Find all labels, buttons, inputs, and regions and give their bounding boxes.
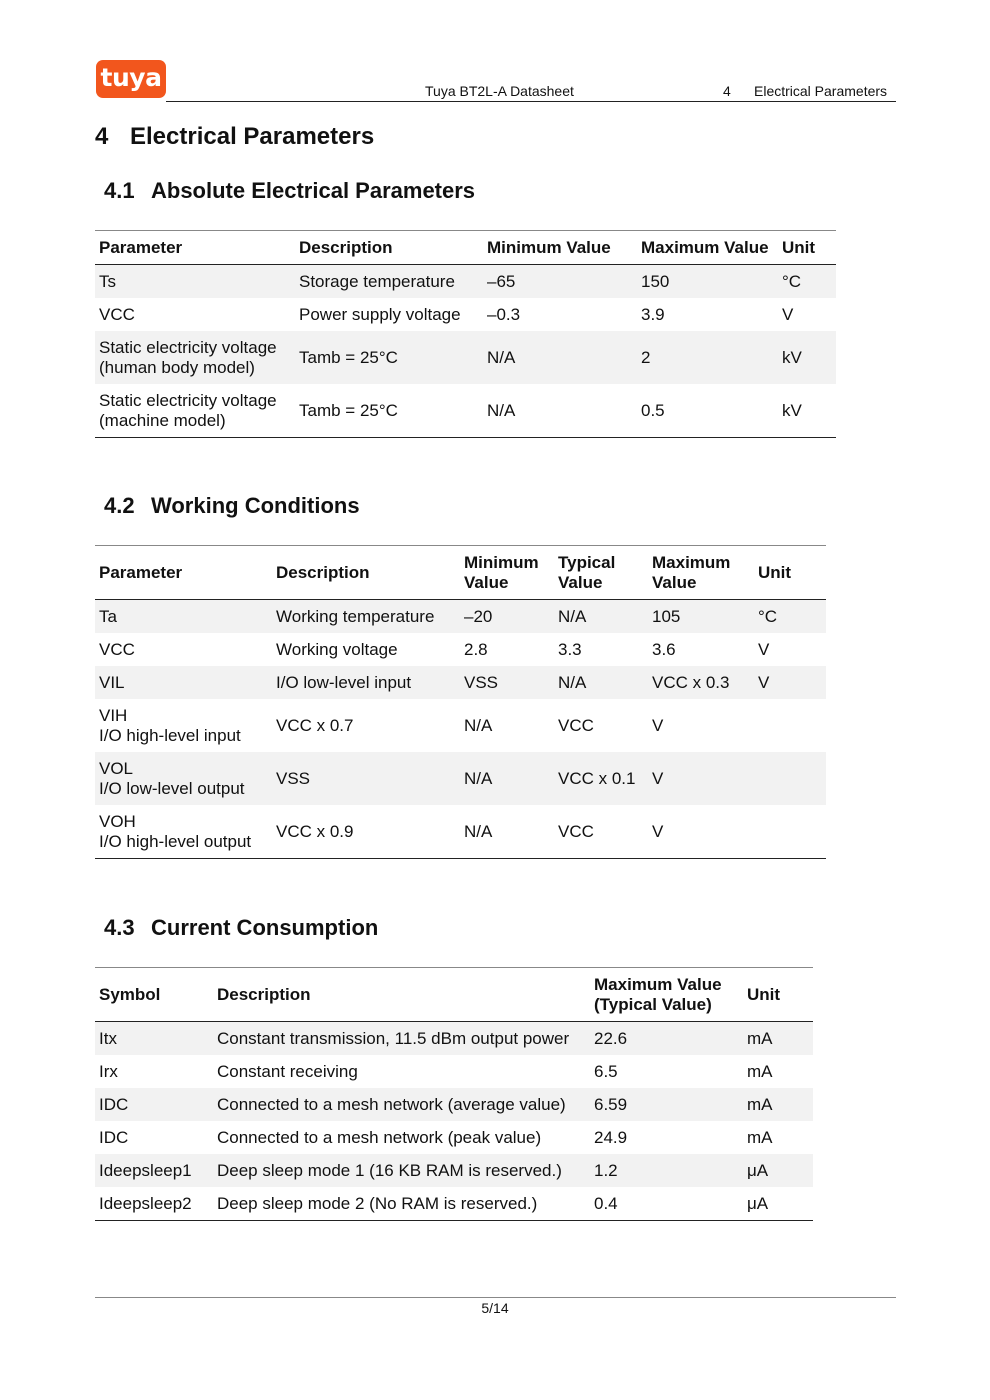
table-cell [754, 805, 826, 859]
column-header [648, 546, 754, 600]
table-cell: VCC [99, 639, 135, 659]
footer-rule [95, 1297, 896, 1298]
table-cell: VIL [95, 666, 272, 699]
table-cell [95, 752, 272, 805]
table-cell [95, 331, 295, 384]
working-conditions-table [95, 545, 826, 859]
table-cell: –65 [483, 265, 637, 299]
column-header: Maximum Value [637, 231, 778, 265]
table-cell: mA [743, 1022, 813, 1056]
table-cell: Ts [95, 265, 295, 299]
column-header: Parameter [95, 546, 272, 600]
column-header: Description [295, 231, 483, 265]
column-header [590, 968, 743, 1022]
table-cell: VCC [99, 304, 135, 324]
table-cell: Itx [95, 1022, 213, 1056]
table-row [95, 384, 836, 438]
header-line: Value [464, 572, 509, 592]
table-cell: mA [747, 1127, 773, 1147]
cell-line: Static electricity voltage [99, 337, 277, 357]
table-cell: Ta [95, 600, 272, 634]
table-cell: N/A [460, 752, 554, 805]
table-cell: Connected to a mesh network (peak value) [217, 1127, 542, 1147]
table-cell: μA [743, 1187, 813, 1221]
table-cell: Constant transmission, 11.5 dBm output power [213, 1022, 590, 1056]
table-cell: mA [747, 1061, 773, 1081]
table-cell: VCC x 0.3 [648, 666, 754, 699]
page-number: 5/14 [481, 1300, 509, 1316]
cell-line: VOL [99, 758, 134, 778]
table-cell: VSS [272, 752, 460, 805]
table-cell: 22.6 [590, 1022, 743, 1056]
table-cell: Working temperature [272, 600, 460, 634]
table-row [95, 265, 836, 299]
table-cell: IDC [99, 1127, 129, 1147]
column-header: Minimum Value [483, 231, 637, 265]
table-cell: N/A [554, 666, 648, 699]
column-header: Unit [743, 968, 813, 1022]
column-header: Description [272, 546, 460, 600]
table-cell: VCC [554, 805, 648, 859]
table-row [95, 1154, 813, 1187]
subsection-number: 4.2 [104, 493, 135, 518]
table-row [95, 1022, 813, 1056]
table-cell: N/A [464, 715, 493, 735]
table-cell: IDC [95, 1088, 213, 1121]
subsection-heading-4-3 [104, 914, 378, 942]
table-cell: N/A [554, 600, 648, 634]
header-line: Maximum Value [594, 974, 722, 994]
table-cell: Ideepsleep1 [95, 1154, 213, 1187]
table-cell: V [782, 304, 794, 324]
table-row [95, 699, 826, 752]
header-line: Typical [558, 552, 616, 572]
table-row [95, 1055, 813, 1088]
section-title: Electrical Parameters [130, 123, 375, 150]
header-doc-title: Tuya BT2L-A Datasheet [425, 83, 574, 99]
table-cell: 3.3 [558, 639, 582, 659]
table-cell: V [648, 805, 754, 859]
header-line: Value [652, 572, 697, 592]
table-cell: μA [743, 1154, 813, 1187]
table-cell: 0.5 [637, 384, 778, 438]
cell-line: (machine model) [99, 410, 226, 430]
column-header: Unit [778, 231, 836, 265]
header-line: Maximum [652, 552, 731, 572]
subsection-number: 4.3 [104, 915, 135, 940]
table-cell: V [754, 666, 826, 699]
cell-line: I/O high-level input [99, 725, 241, 745]
table-row [95, 331, 836, 384]
column-header: Description [213, 968, 590, 1022]
table-cell: Deep sleep mode 1 (16 KB RAM is reserved.) [213, 1154, 590, 1187]
table-cell [95, 699, 272, 752]
table-cell: VCC [558, 715, 594, 735]
table-cell: Tamb = 25°C [295, 384, 483, 438]
table-cell: Constant receiving [217, 1061, 358, 1081]
cell-line: I/O low-level output [99, 778, 245, 798]
subsection-heading-4-2 [104, 492, 360, 520]
table-row [95, 1187, 813, 1221]
table-cell: Power supply voltage [299, 304, 461, 324]
table-cell: 3.9 [641, 304, 665, 324]
table-cell: 24.9 [594, 1127, 628, 1147]
table-cell: °C [778, 265, 836, 299]
table-header-row [95, 968, 813, 1022]
table-cell: VCC x 0.7 [276, 715, 354, 735]
table-row [95, 1121, 813, 1154]
table-cell: Connected to a mesh network (average value) [213, 1088, 590, 1121]
header-line: Minimum [464, 552, 539, 572]
table-row [95, 600, 826, 634]
table-cell: Storage temperature [295, 265, 483, 299]
table-cell: V [758, 639, 770, 659]
table-cell: N/A [460, 805, 554, 859]
table-cell: 3.6 [652, 639, 676, 659]
table-cell: kV [778, 331, 836, 384]
table-row [95, 805, 826, 859]
subsection-title: Absolute Electrical Parameters [151, 178, 476, 203]
current-consumption-table [95, 967, 813, 1221]
table-header-row [95, 546, 826, 600]
table-cell: kV [778, 384, 836, 438]
table-cell: VCC x 0.1 [554, 752, 648, 805]
table-cell: Tamb = 25°C [295, 331, 483, 384]
header-line: (Typical Value) [594, 994, 712, 1014]
table-row [95, 633, 826, 666]
tuya-logo: tuya [96, 60, 166, 98]
column-header [460, 546, 554, 600]
table-row [95, 752, 826, 805]
cell-line: (human body model) [99, 357, 255, 377]
table-cell: °C [754, 600, 826, 634]
cell-line: VIH [99, 705, 128, 725]
header-rule [166, 101, 896, 102]
table-cell: 105 [648, 600, 754, 634]
table-cell [95, 384, 295, 438]
table-row [95, 298, 836, 331]
table-cell: N/A [483, 384, 637, 438]
table-cell: mA [743, 1088, 813, 1121]
table-cell: VCC x 0.9 [272, 805, 460, 859]
absolute-parameters-table [95, 230, 836, 438]
cell-line: I/O high-level output [99, 831, 252, 851]
table-cell: 6.5 [594, 1061, 618, 1081]
table-cell: 6.59 [590, 1088, 743, 1121]
column-header: Unit [754, 546, 826, 600]
table-cell: Deep sleep mode 2 (No RAM is reserved.) [213, 1187, 590, 1221]
table-cell: 2.8 [464, 639, 488, 659]
table-cell [95, 805, 272, 859]
subsection-heading-4-1 [104, 177, 475, 205]
column-header [554, 546, 648, 600]
table-cell: I/O low-level input [272, 666, 460, 699]
table-cell: N/A [483, 331, 637, 384]
table-cell: Ideepsleep2 [95, 1187, 213, 1221]
table-header-row [95, 231, 836, 265]
table-cell: –20 [460, 600, 554, 634]
header-line: Value [558, 572, 603, 592]
table-row [95, 1088, 813, 1121]
table-cell: 1.2 [590, 1154, 743, 1187]
table-cell: 150 [637, 265, 778, 299]
cell-line: VOH [99, 811, 136, 831]
section-heading [95, 122, 374, 152]
table-cell: Irx [99, 1061, 118, 1081]
subsection-title: Current Consumption [151, 915, 379, 940]
table-cell: V [652, 715, 664, 735]
table-cell: VSS [460, 666, 554, 699]
table-cell: V [648, 752, 754, 805]
column-header: Symbol [95, 968, 213, 1022]
table-cell: 2 [637, 331, 778, 384]
table-cell [754, 752, 826, 805]
cell-line: Static electricity voltage [99, 390, 277, 410]
header-section-title: Electrical Parameters [754, 83, 888, 99]
subsection-number: 4.1 [104, 178, 135, 203]
subsection-title: Working Conditions [151, 493, 360, 518]
table-row [95, 666, 826, 699]
table-cell: 0.4 [590, 1187, 743, 1221]
column-header: Parameter [95, 231, 295, 265]
table-cell: Working voltage [276, 639, 398, 659]
header-section-number: 4 [723, 83, 731, 99]
table-cell: –0.3 [487, 304, 521, 324]
table-cell [754, 699, 826, 752]
section-number: 4 [95, 123, 109, 150]
